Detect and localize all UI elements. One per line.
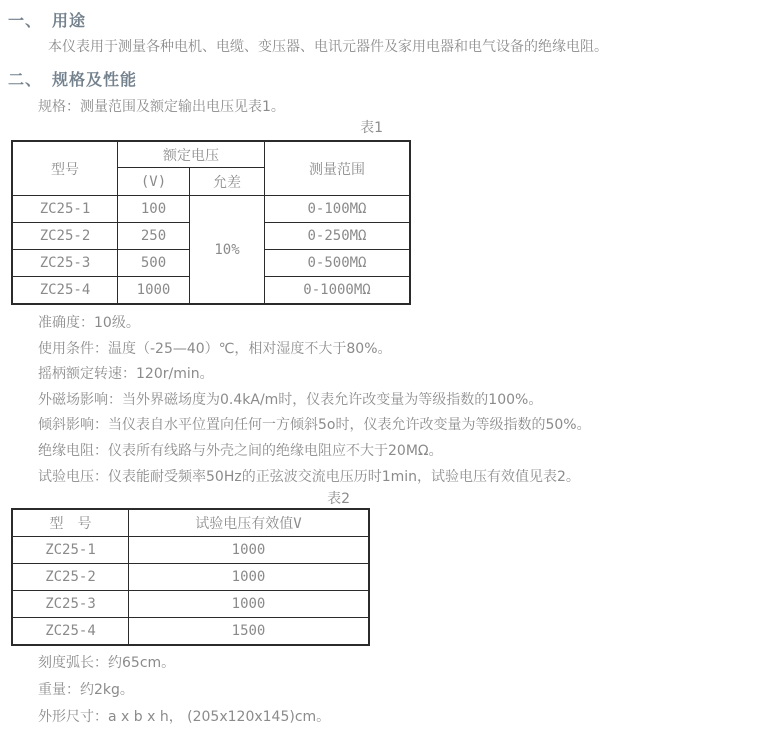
table-2 bbox=[11, 508, 370, 646]
spec-line-weight: 重量：约2kg。 bbox=[38, 682, 134, 699]
tolerance-cell: 10% bbox=[190, 196, 265, 305]
table-1-header-unit: (V) bbox=[118, 168, 190, 196]
section-2-title: 规格及性能 bbox=[52, 70, 138, 89]
spec-line-operating-conditions: 使用条件：温度（-25—40）℃，相对湿度不大于80%。 bbox=[38, 340, 392, 357]
range-cell: 0-500MΩ bbox=[265, 250, 411, 277]
voltage-cell: 100 bbox=[118, 196, 190, 223]
spec-line-accuracy: 准确度：10级。 bbox=[38, 315, 140, 331]
table-row bbox=[12, 591, 369, 618]
spec-list bbox=[38, 311, 758, 490]
table-row bbox=[12, 618, 369, 646]
table-2-header-voltage: 试验电压有效值V bbox=[129, 509, 370, 537]
spec-line-magnetic-field: 外磁场影响：当外界磁场度为0.4kA/m时，仪表允许改变量为等级指数的100%。 bbox=[38, 391, 543, 408]
range-cell: 0-1000MΩ bbox=[265, 277, 411, 305]
table-1-header-range: 测量范围 bbox=[265, 141, 411, 196]
section-2-heading bbox=[8, 67, 758, 90]
voltage-cell: 1000 bbox=[118, 277, 190, 305]
model-cell: ZC25-1 bbox=[12, 537, 129, 564]
voltage-cell: 1500 bbox=[129, 618, 370, 646]
model-cell: ZC25-1 bbox=[12, 196, 118, 223]
section-2-number: 二、 bbox=[8, 70, 43, 89]
model-cell: ZC25-2 bbox=[12, 223, 118, 250]
table-1-header-row-1 bbox=[12, 141, 410, 168]
table-2-header-row bbox=[12, 509, 369, 537]
spec-line-crank-speed: 摇柄额定转速：120r/min。 bbox=[38, 366, 214, 383]
section-1-number: 一、 bbox=[8, 11, 43, 30]
range-cell: 0-250MΩ bbox=[265, 223, 411, 250]
section-1-heading bbox=[8, 8, 758, 31]
model-cell: ZC25-3 bbox=[12, 591, 129, 618]
model-cell: ZC25-4 bbox=[12, 618, 129, 646]
spec-line-insulation-resistance: 绝缘电阻：仪表所有线路与外壳之间的绝缘电阻应不大于20MΩ。 bbox=[38, 442, 443, 459]
spec-line-scale-arc: 刻度弧长：约65cm。 bbox=[38, 655, 176, 672]
voltage-cell: 250 bbox=[118, 223, 190, 250]
voltage-cell: 500 bbox=[118, 250, 190, 277]
spec-intro: 规格：测量范围及额定输出电压见表1。 bbox=[38, 99, 285, 115]
table-row bbox=[12, 196, 410, 223]
table-1-header-model: 型号 bbox=[12, 141, 118, 196]
table-row bbox=[12, 564, 369, 591]
section-1-title: 用途 bbox=[52, 11, 87, 30]
footer-spec-list bbox=[38, 650, 758, 731]
table-row bbox=[12, 537, 369, 564]
table-1-header-rated-voltage: 额定电压 bbox=[118, 141, 265, 168]
table-2-header-model: 型 号 bbox=[12, 509, 129, 537]
spec-line-tilt: 倾斜影响：当仪表自水平位置向任何一方倾斜5o时，仪表允许改变量为等级指数的50%。 bbox=[38, 417, 591, 434]
section-1-body: 本仪表用于测量各种电机、电缆、变压器、电讯元器件及家用电器和电气设备的绝缘电阻。 bbox=[48, 39, 608, 55]
voltage-cell: 1000 bbox=[129, 591, 370, 618]
table-1-header-tolerance: 允差 bbox=[190, 168, 265, 196]
voltage-cell: 1000 bbox=[129, 564, 370, 591]
table-2-caption: 表2 bbox=[327, 491, 350, 508]
table-1-caption: 表1 bbox=[360, 120, 383, 136]
model-cell: ZC25-3 bbox=[12, 250, 118, 277]
spec-line-dimensions: 外形尺寸：a x b x h， (205x120x145)cm。 bbox=[38, 709, 331, 726]
document-page bbox=[0, 8, 758, 726]
table-1 bbox=[11, 140, 411, 305]
voltage-cell: 1000 bbox=[129, 537, 370, 564]
spec-line-test-voltage: 试验电压：仪表能耐受频率50Hz的正弦波交流电压历时1min，试验电压有效值见表2。 bbox=[38, 468, 580, 485]
range-cell: 0-100MΩ bbox=[265, 196, 411, 223]
model-cell: ZC25-2 bbox=[12, 564, 129, 591]
model-cell: ZC25-4 bbox=[12, 277, 118, 305]
